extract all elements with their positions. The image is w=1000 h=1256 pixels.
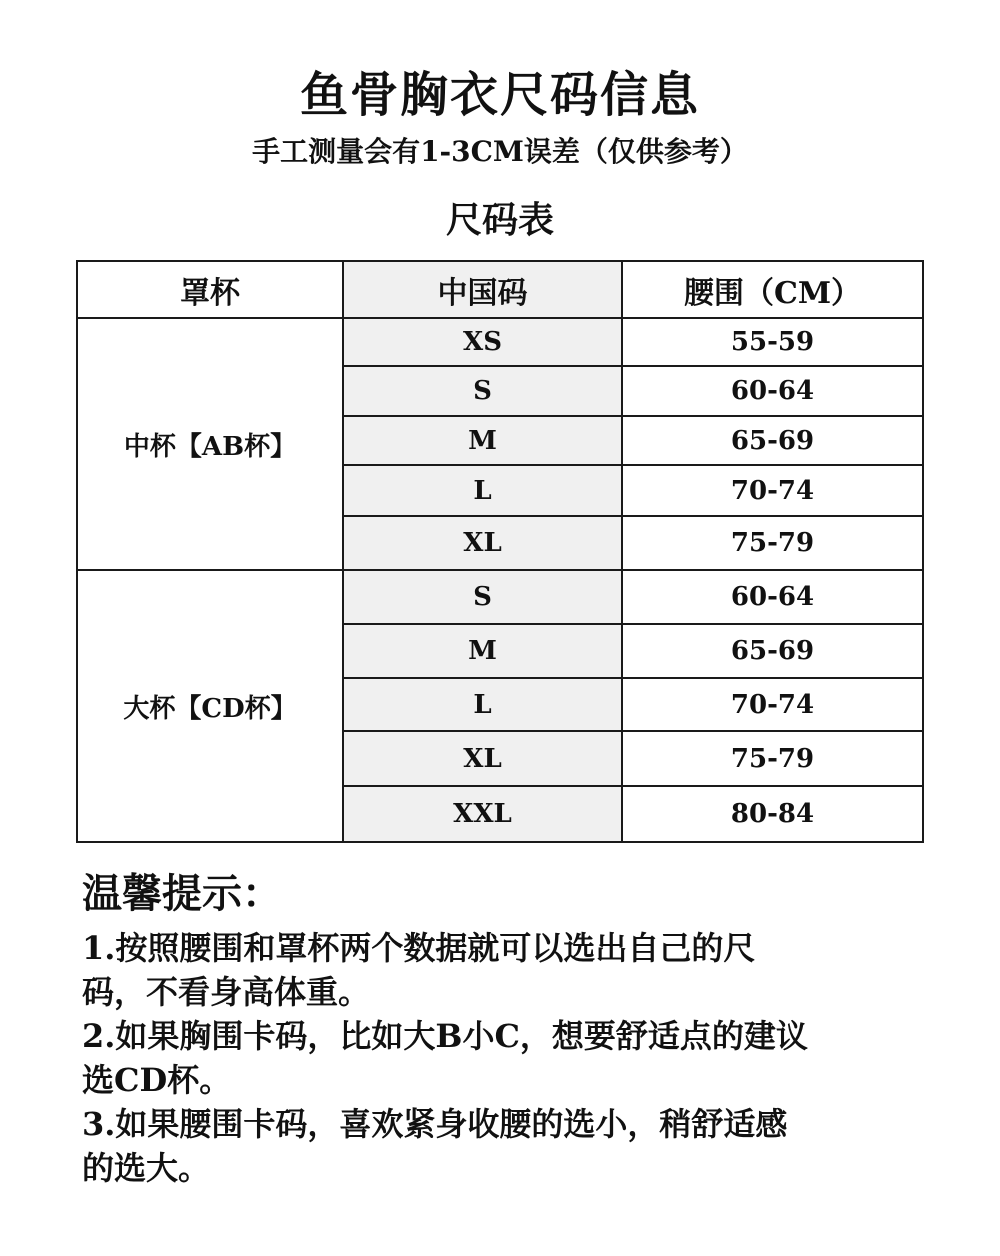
size-cell: M	[343, 624, 622, 678]
waist-cell: 65-69	[622, 624, 923, 678]
size-cell: XL	[343, 516, 622, 570]
size-cell: XL	[343, 731, 622, 786]
waist-cell: 60-64	[622, 570, 923, 624]
cup-group-ab: 中杯【AB杯】	[77, 318, 343, 570]
size-cell: L	[343, 678, 622, 731]
tip-line: 3.如果腰围卡码，喜欢紧身收腰的选小，稍舒适感	[82, 1105, 788, 1143]
header-cup: 罩杯	[77, 261, 343, 318]
table-row	[77, 570, 923, 624]
measurement-note: 手工测量会有1-3CM误差（仅供参考）	[252, 135, 748, 168]
waist-cell: 65-69	[622, 416, 923, 465]
tip-line: 码，不看身高体重。	[82, 973, 371, 1011]
table-title: 尺码表	[445, 199, 554, 241]
tip-line: 1.按照腰围和罩杯两个数据就可以选出自己的尺	[82, 929, 756, 967]
waist-cell: 55-59	[622, 318, 923, 366]
tip-line: 2.如果胸围卡码，比如大B小C，想要舒适点的建议	[82, 1017, 808, 1055]
tip-line: 选CD杯。	[82, 1061, 232, 1099]
size-cell: M	[343, 416, 622, 465]
cup-group-cd: 大杯【CD杯】	[77, 570, 343, 842]
size-cell: L	[343, 465, 622, 516]
header-waist: 腰围（CM）	[622, 261, 923, 318]
table-header-row	[77, 261, 923, 318]
tips-section	[82, 868, 932, 1190]
size-cell: XXL	[343, 786, 622, 842]
size-cell: S	[343, 570, 622, 624]
tip-line: 的选大。	[82, 1149, 211, 1187]
header-cn-size: 中国码	[343, 261, 622, 318]
tips-title: 温馨提示：	[82, 870, 282, 917]
size-cell: S	[343, 366, 622, 416]
table-row	[77, 318, 923, 366]
page-title: 鱼骨胸衣尺码信息	[299, 67, 700, 123]
size-table	[76, 260, 924, 843]
waist-cell: 70-74	[622, 465, 923, 516]
waist-cell: 80-84	[622, 786, 923, 842]
waist-cell: 60-64	[622, 366, 923, 416]
size-cell: XS	[343, 318, 622, 366]
waist-cell: 70-74	[622, 678, 923, 731]
waist-cell: 75-79	[622, 731, 923, 786]
waist-cell: 75-79	[622, 516, 923, 570]
